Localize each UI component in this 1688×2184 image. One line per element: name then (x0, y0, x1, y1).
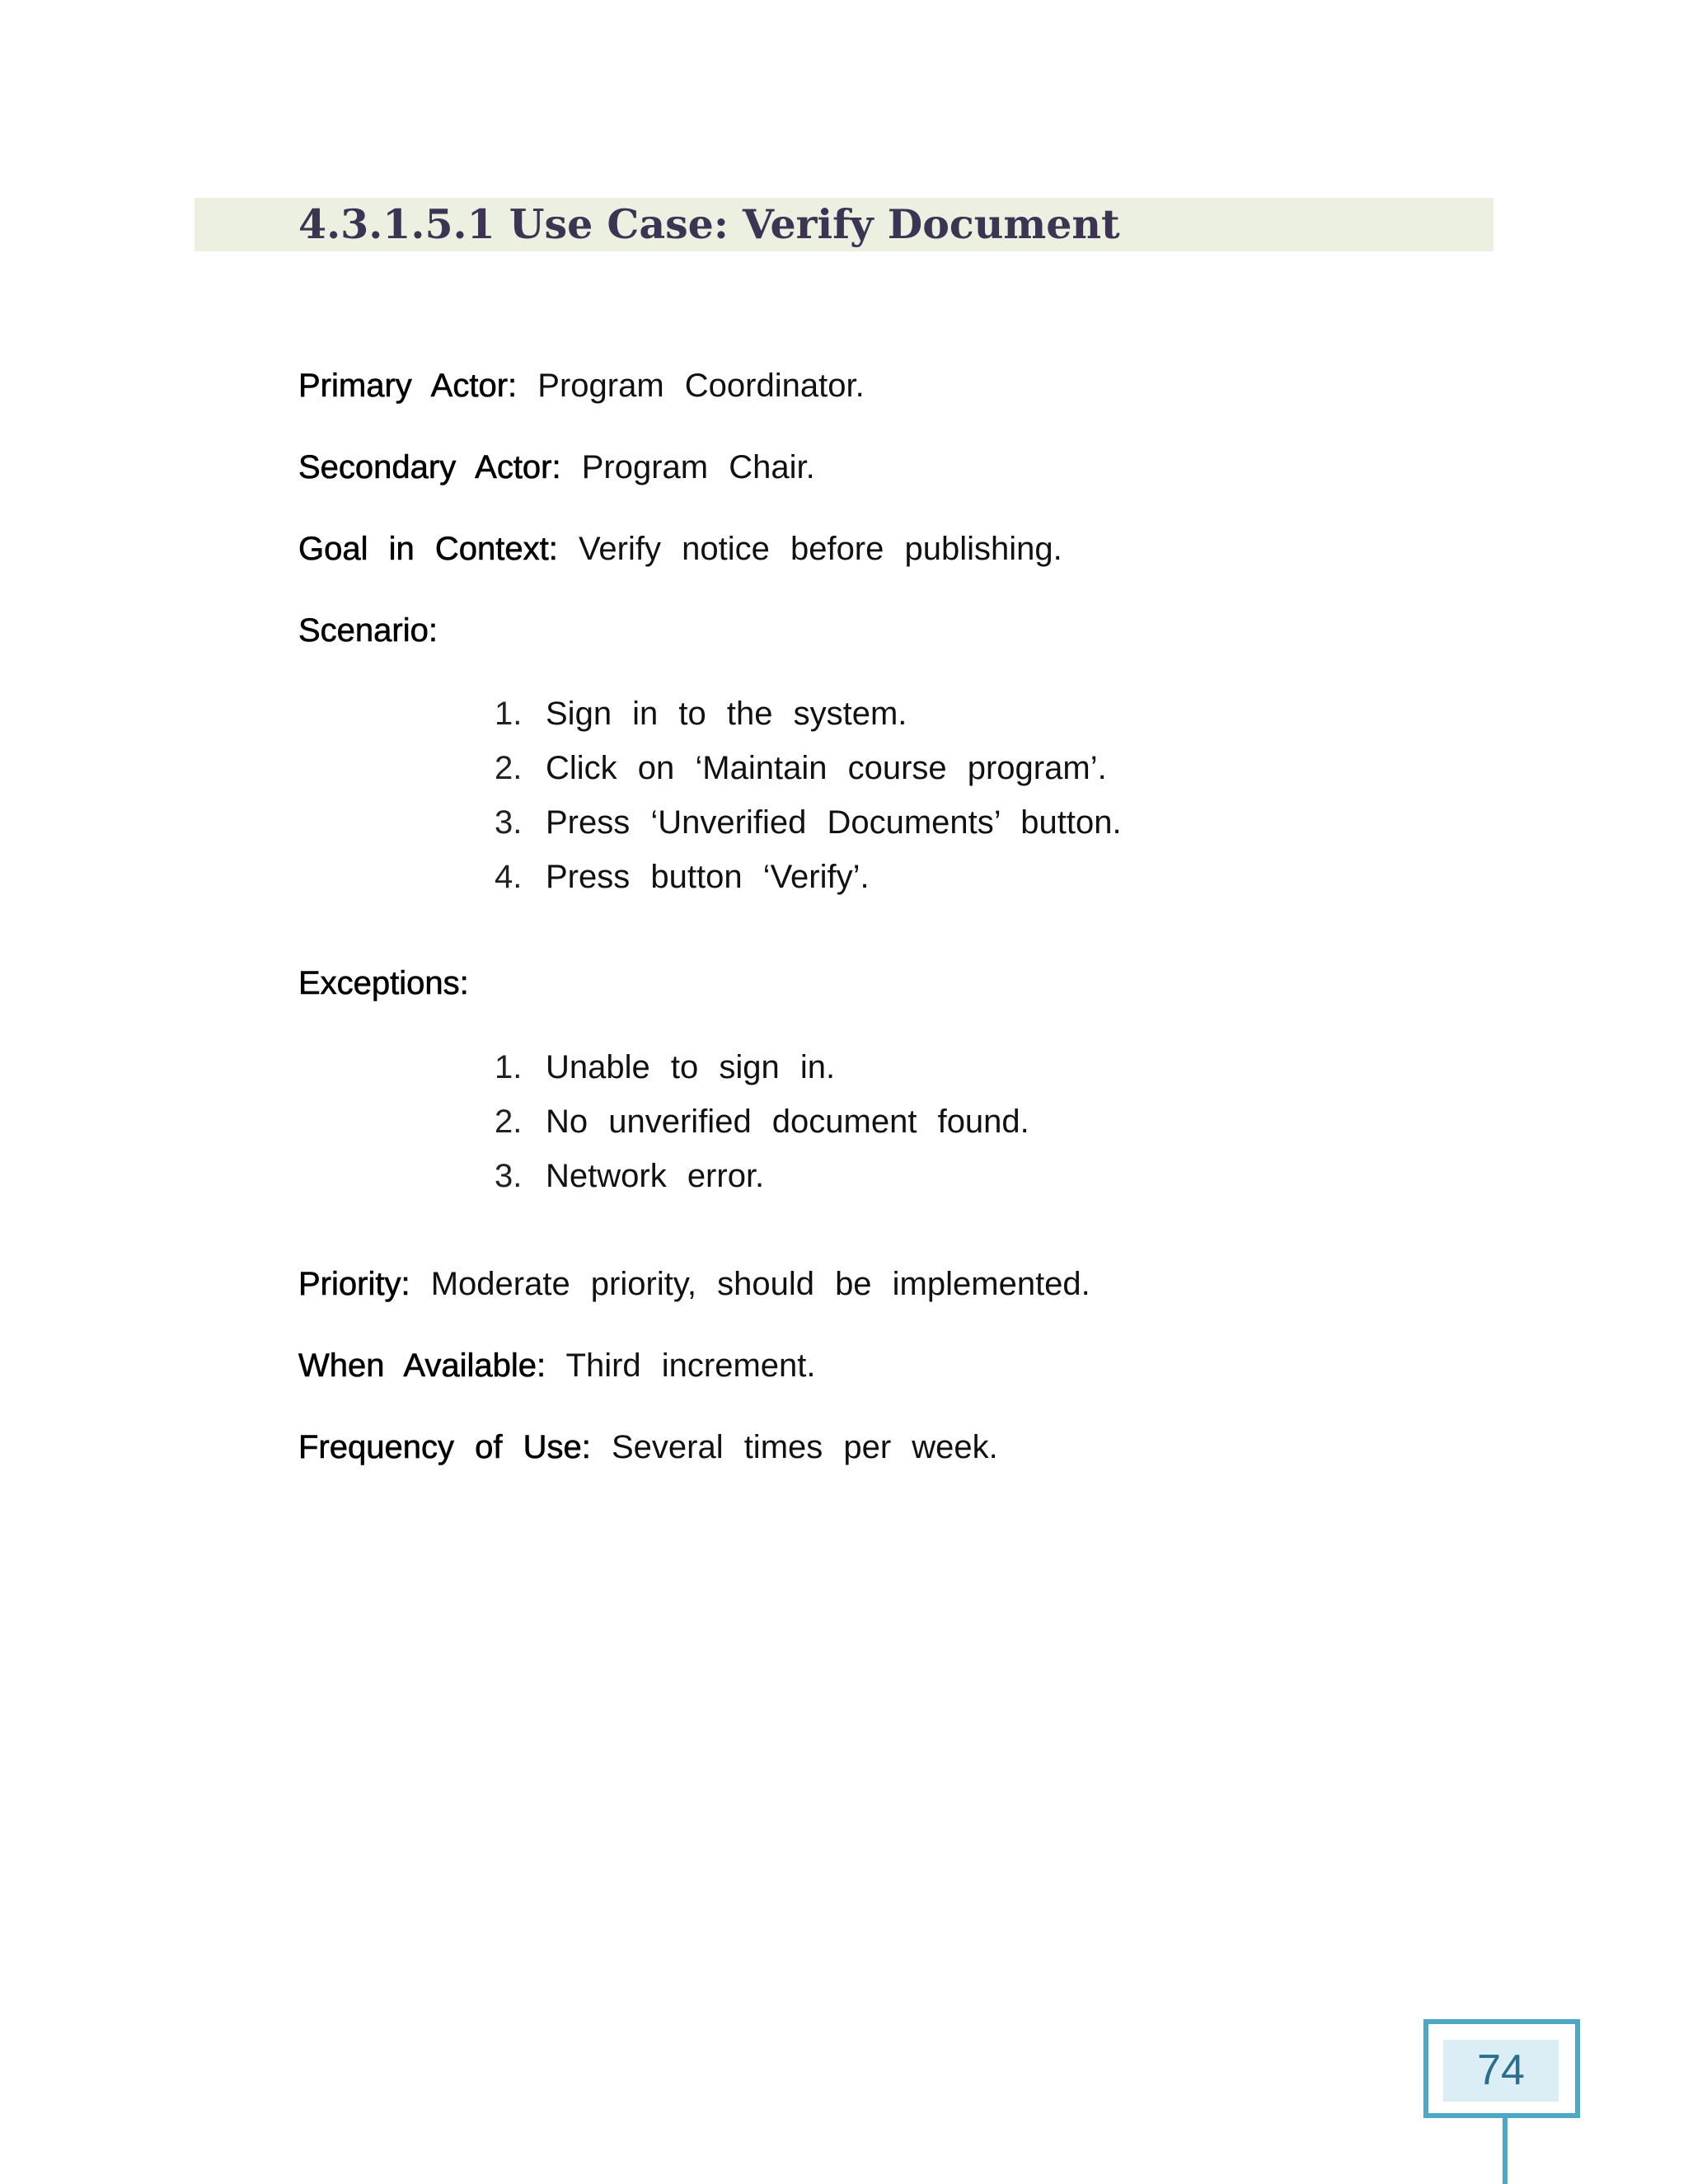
scenario-step (495, 687, 1122, 741)
step-text: Sign in to the system. (546, 696, 907, 732)
when-available-value: Third increment. (565, 1347, 816, 1384)
section-heading: 4.3.1.5.1 Use Case: Verify Document (298, 200, 1120, 248)
scenario-list (495, 687, 1122, 904)
frequency-value: Several times per week. (611, 1429, 998, 1465)
when-available-field (298, 1345, 816, 1386)
secondary-actor-value: Program Chair. (581, 449, 815, 485)
secondary-actor-field (298, 447, 815, 488)
exceptions-field (298, 963, 469, 1004)
exception-item (495, 1094, 1029, 1149)
primary-actor-label: Primary Actor: (298, 368, 518, 404)
exception-number: 2. (495, 1104, 523, 1140)
step-text: Press button ‘Verify’. (546, 859, 870, 895)
exception-number: 1. (495, 1049, 523, 1085)
scenario-step (495, 795, 1122, 850)
goal-in-context-field (298, 528, 1062, 569)
when-available-label: When Available: (298, 1347, 546, 1384)
secondary-actor-label: Secondary Actor: (298, 449, 561, 485)
step-text: Press ‘Unverified Documents’ button. (546, 804, 1122, 841)
scenario-step (495, 741, 1122, 795)
step-number: 1. (495, 696, 523, 732)
primary-actor-value: Program Coordinator. (537, 368, 865, 404)
step-number: 4. (495, 859, 523, 895)
exception-text: Network error. (546, 1158, 765, 1194)
scenario-step (495, 850, 1122, 904)
step-number: 2. (495, 750, 523, 786)
exception-text: No unverified document found. (546, 1104, 1029, 1140)
goal-in-context-label: Goal in Context: (298, 531, 558, 567)
exception-item (495, 1040, 1029, 1094)
exceptions-label: Exceptions: (298, 965, 469, 1001)
priority-value: Moderate priority, should be implemented. (430, 1266, 1090, 1302)
step-number: 3. (495, 804, 523, 841)
scenario-field (298, 610, 438, 651)
priority-field (298, 1263, 1090, 1305)
priority-label: Priority: (298, 1266, 410, 1302)
exception-text: Unable to sign in. (546, 1049, 836, 1085)
frequency-field (298, 1427, 998, 1468)
exceptions-list (495, 1040, 1029, 1203)
primary-actor-field (298, 365, 865, 406)
frequency-label: Frequency of Use: (298, 1429, 591, 1465)
goal-in-context-value: Verify notice before publishing. (578, 531, 1062, 567)
scenario-label: Scenario: (298, 612, 438, 649)
page-number: 74 (1443, 2040, 1559, 2102)
step-text: Click on ‘Maintain course program’. (546, 750, 1107, 786)
page-number-stem (1503, 2118, 1507, 2184)
exception-item (495, 1149, 1029, 1203)
exception-number: 3. (495, 1158, 523, 1194)
